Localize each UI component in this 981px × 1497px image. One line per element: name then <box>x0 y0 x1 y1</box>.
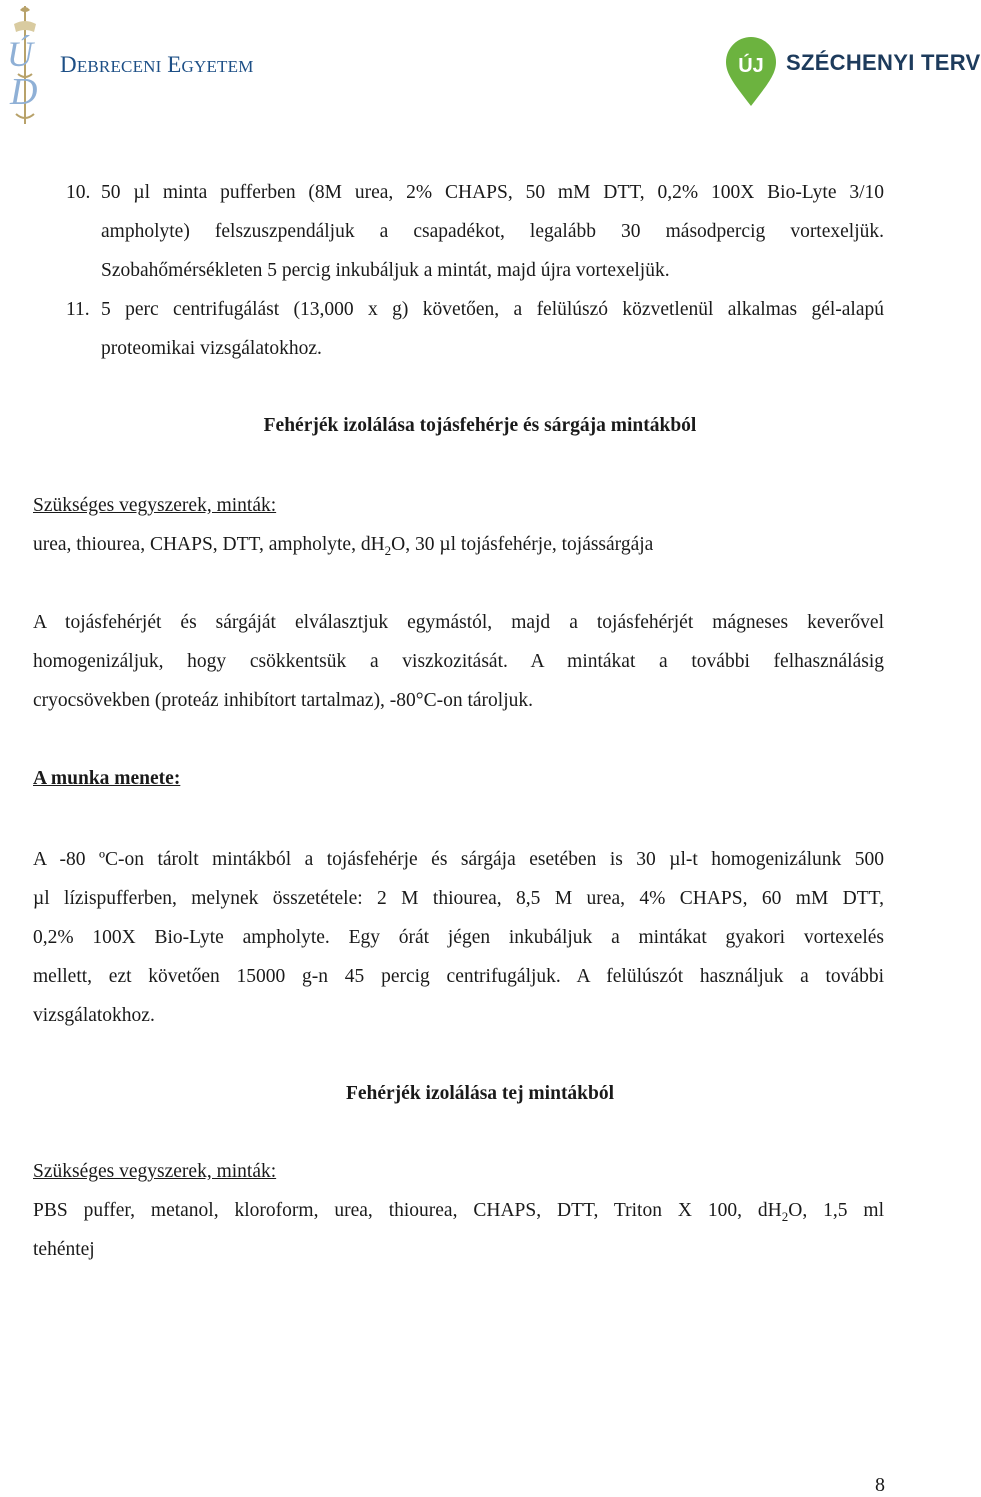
paragraph-line: µl lízispufferben, melynek összetétele: 2 M thiourea, 8,5 M urea, 4% CHAPS, 60 mM DTT, <box>33 888 884 909</box>
paragraph-line: mellett, ezt követően 15000 g-n 45 percig centrifugáljuk. A felülúszót használjuk a további <box>33 966 884 987</box>
reagents-heading-milk: Szükséges vegyszerek, minták: <box>33 1161 277 1182</box>
reagents-list-egg <box>33 525 653 570</box>
reagents-text: O, 1,5 ml <box>788 1200 884 1221</box>
paragraph-line: A -80 ºC-on tárolt mintákból a tojásfehérje és sárgája esetében is 30 µl-t homogenizálunk 500 <box>33 849 884 870</box>
paragraph-line: vizsgálatokhoz. <box>33 1005 155 1026</box>
university-name-rest-2: GYETEM <box>181 57 254 76</box>
paragraph-line: 0,2% 100X Bio-Lyte ampholyte. Egy órát jégen inkubáljuk a mintákat gyakori vortexelés <box>33 927 884 948</box>
procedure-heading: A munka menete: <box>33 768 181 789</box>
section-title-milk: Fehérjék izolálása tej mintákból <box>345 1083 615 1104</box>
svg-text:D: D <box>10 71 38 113</box>
university-crest-logo <box>2 4 48 126</box>
step-line: 50 µl minta pufferben (8M urea, 2% CHAPS, 50 mM DTT, 0,2% 100X Bio-Lyte 3/10 <box>101 182 884 203</box>
step-line: 5 perc centrifugálást (13,000 x g) követően, a felülúszó közvetlenül alkalmas gél-alapú <box>101 299 884 320</box>
university-name <box>60 52 254 78</box>
svg-text:Ú: Ú <box>7 34 33 74</box>
reagents-line <box>33 1191 884 1236</box>
uj-szechenyi-terv-logo <box>724 36 778 108</box>
page-number: 8 <box>875 1474 885 1496</box>
step-line: ampholyte) felszuszpendáljuk a csapadékot, legalább 30 másodpercig vortexeljük. <box>101 221 884 242</box>
step-number: 10. <box>66 182 91 203</box>
reagents-heading-egg: Szükséges vegyszerek, minták: <box>33 495 277 516</box>
university-name-rest-1: EBRECENI <box>76 57 162 76</box>
reagents-line: tehéntej <box>33 1239 95 1260</box>
paragraph-line: homogenizáljuk, hogy csökkentsük a viszkozitását. A mintákat a további felhasználásig <box>33 651 884 672</box>
program-name: SZÉCHENYI TERV <box>786 50 981 75</box>
reagents-text: urea, thiourea, CHAPS, DTT, ampholyte, dH <box>33 534 385 555</box>
paragraph-line: A tojásfehérjét és sárgáját elválasztjuk egymástól, majd a tojásfehérjét mágneses keverővel <box>33 612 884 633</box>
university-name-initial-1: D <box>60 52 77 77</box>
step-number: 11. <box>66 299 90 320</box>
step-line: Szobahőmérsékleten 5 percig inkubáljuk a mintát, majd újra vortexeljük. <box>101 260 670 281</box>
reagents-text: O, 30 µl tojásfehérje, tojássárgája <box>391 534 654 555</box>
paragraph-line: cryocsövekben (proteáz inhibítort tartalmaz), -80°C-on tároljuk. <box>33 690 534 711</box>
reagents-subscript: 2 <box>384 542 392 558</box>
reagents-subscript: 2 <box>781 1208 789 1224</box>
section-title-egg: Fehérjék izolálása tojásfehérje és sárgája mintákból <box>263 415 697 436</box>
step-line: proteomikai vizsgálatokhoz. <box>101 338 322 359</box>
program-logo-text: ÚJ <box>738 55 764 77</box>
reagents-text: PBS puffer, metanol, kloroform, urea, thiourea, CHAPS, DTT, Triton X 100, dH <box>33 1200 782 1221</box>
university-name-initial-2: E <box>167 52 182 77</box>
